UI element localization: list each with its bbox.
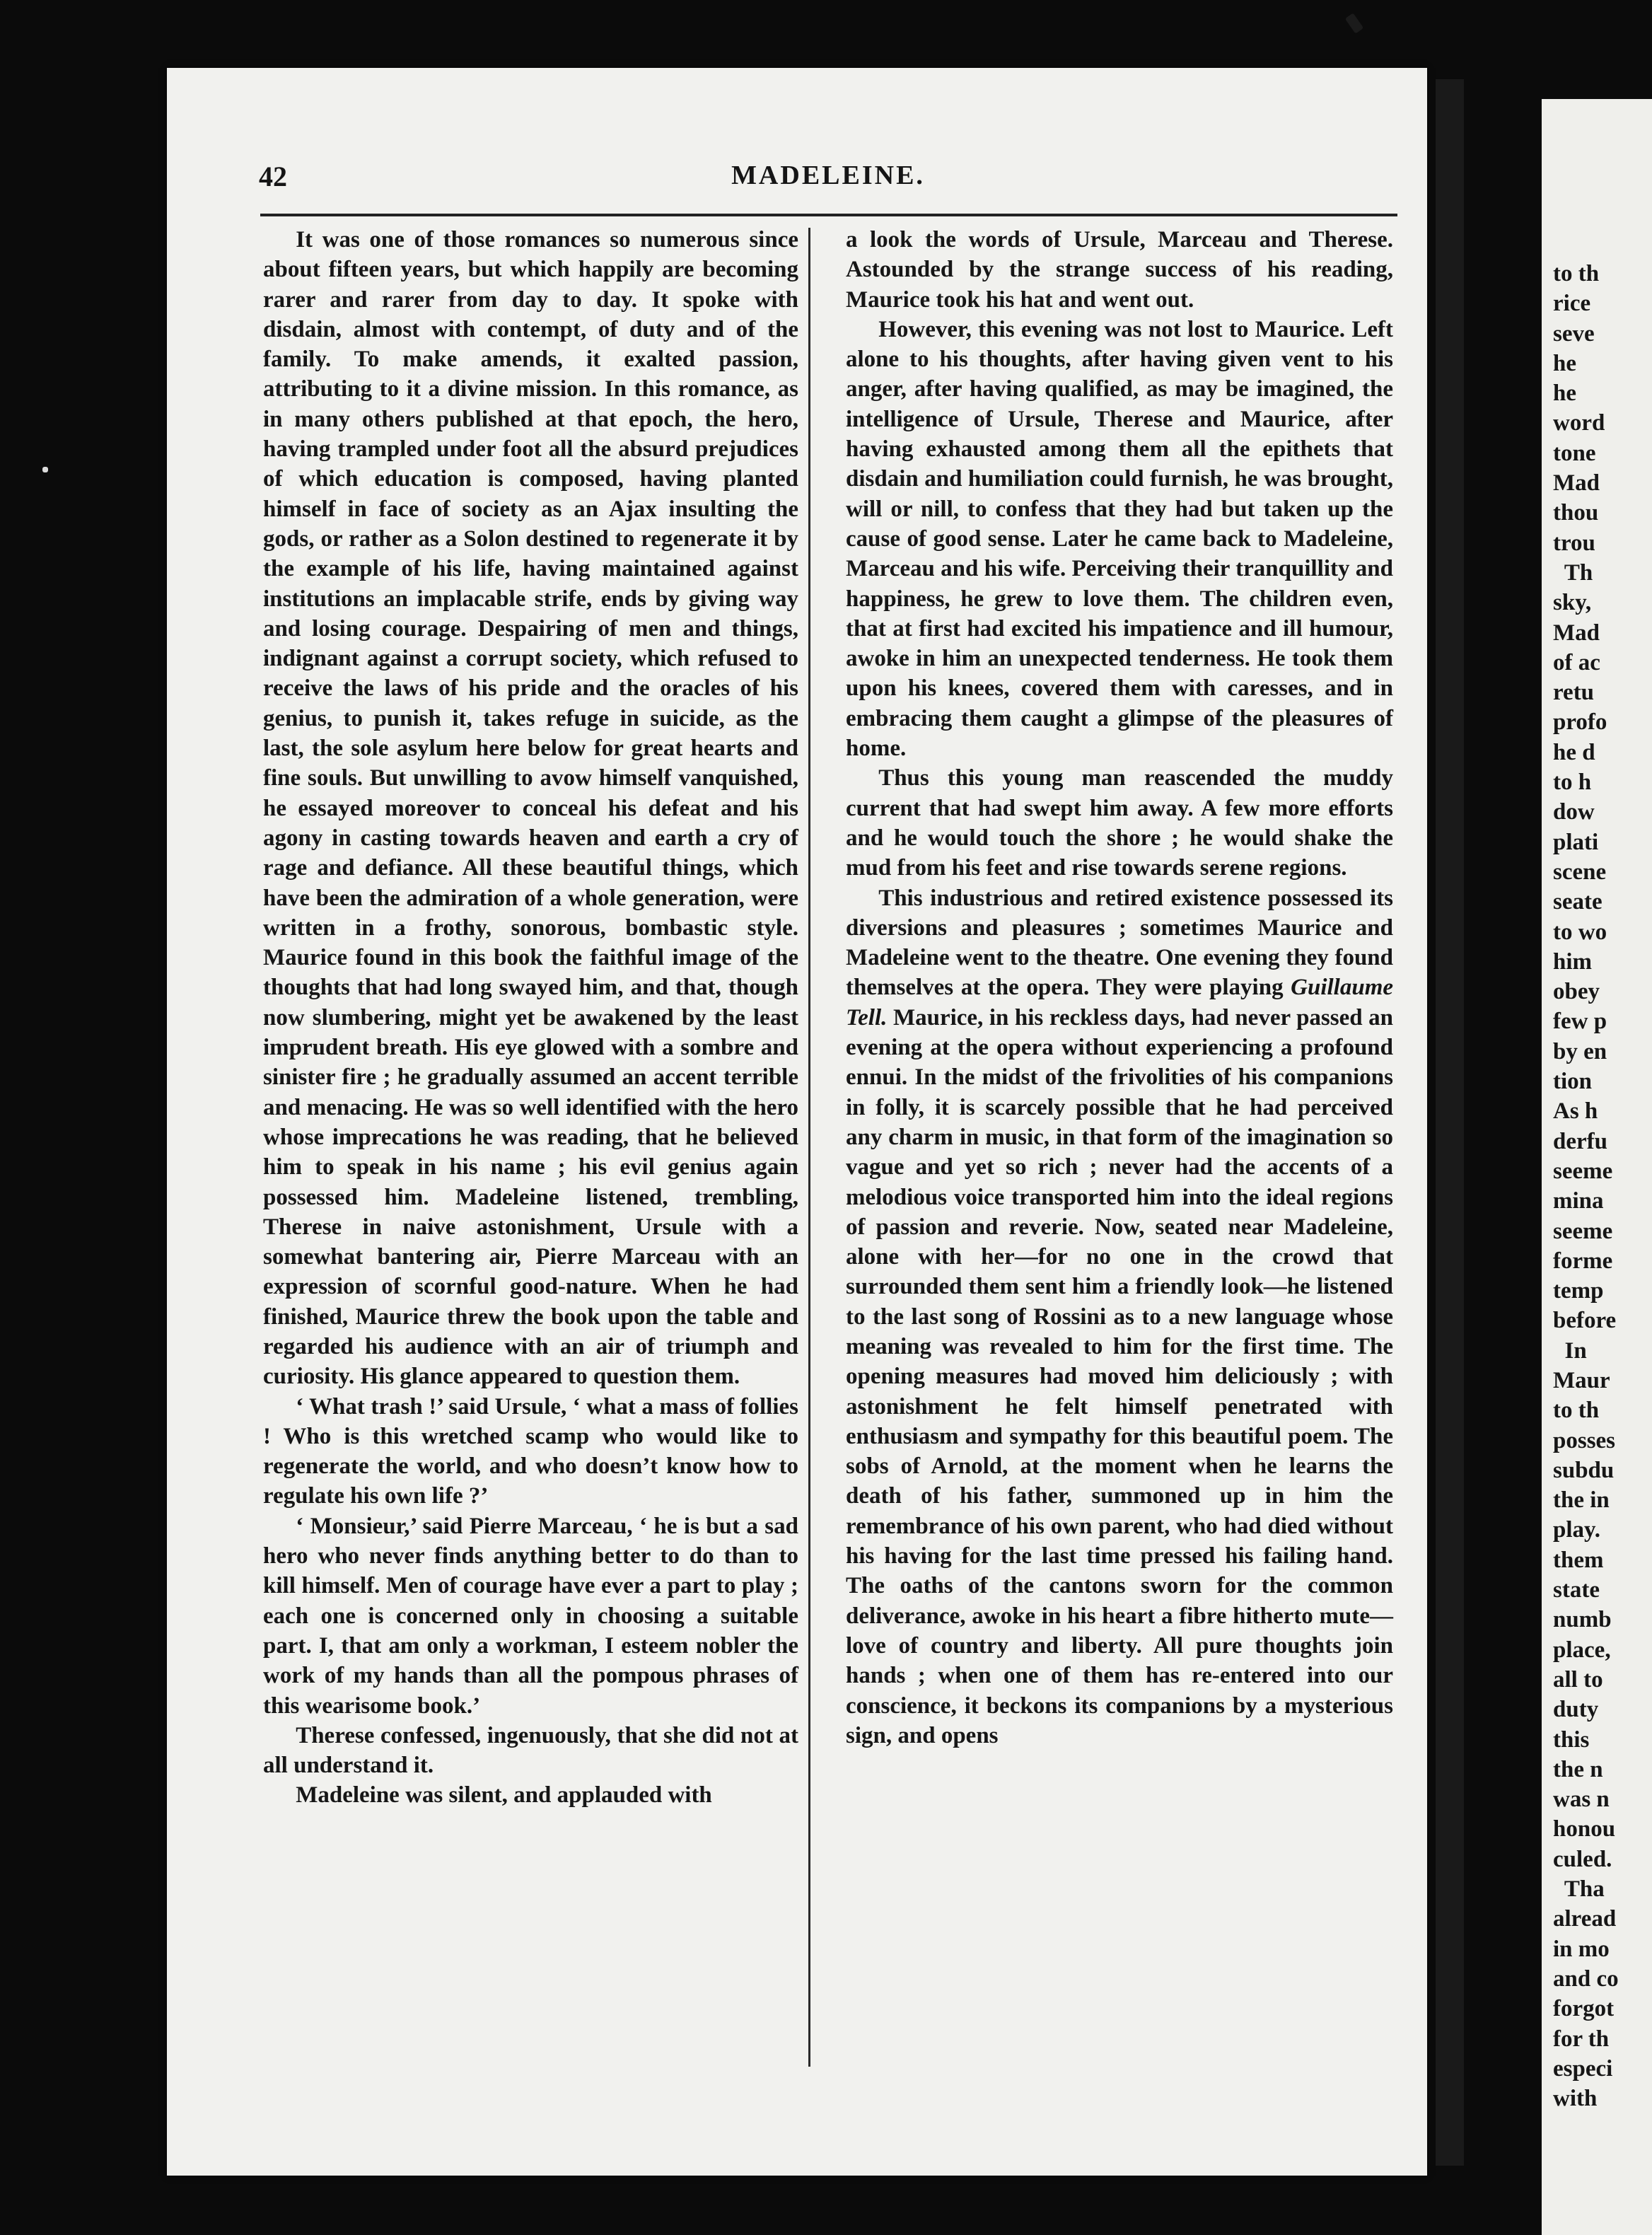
paragraph-text: Maurice, in his reckless days, had never passed an evening at the opera without experiencing a profound ennui. In the midst of the frivolities of his companions in folly, it is scarcely possible that he had perceived any charm in music, in that form of the imagination so vague and yet so rich ; never had the accents of a melodious voice transported him into the ideal regions of passion and reverie. Now, seated near Madeleine, alone with her—for no one in the crowd that surrounded them sent him a friendly look—he listened to the last song of Rossini as to a new language whose meaning was revealed to him for the first time. The opening measures had moved him deliciously ; with astonishment he felt himself penetrated with enthusiasm and sympathy for this beautiful poem. The sobs of Arnold, at the moment when he learns the death of his father, summoned up in him the remembrance of his own parent, who had died without his having for the last time pressed his failing hand. The oaths of the cantons sworn for the common deliverance, awoke in his heart a fibre hitherto mute—love of country and liberty. All pure thoughts join hands ; when one of them has re-entered into our conscience, it beckons its companions by a mysterious sign, and opens: [846, 1004, 1394, 1748]
paragraph: Madeleine was silent, and applauded with: [296, 1782, 712, 1809]
running-title: MADELEINE.: [731, 161, 925, 190]
opera-title: Guillaume Tell.: [846, 975, 1394, 1031]
adjacent-page: [1542, 99, 1652, 2235]
adjacent-page-text: to th rice seve he he word tone Mad thou trou Th sky, Mad of ac retu profo he d to h dow plati scene seate to wo him obey few p by en tion As h derfu seeme mina seeme forme temp before In Maur to th posses subdu the in play. them state numb place, all to duty this the n was n honou culed. Tha alread in mo and co forgot for th especi with: [1553, 261, 1619, 2112]
paragraph: ‘ What trash !’ said Ursule, ‘ what a mass of follies ! Who is this wretched scamp who would like to regenerate the world, and who doesn’t know how to regulate his own life ?’: [263, 1393, 798, 1509]
column-divider: [808, 228, 810, 2067]
page-number: 42: [259, 161, 287, 192]
ink-speck: [1345, 13, 1363, 33]
paragraph: ‘ Monsieur,’ said Pierre Marceau, ‘ he is but a sad hero who never finds anything better to do than to kill himself. Men of courage have ever a part to play ; each one is concerned only in choosing a suitable part. I, that am only a workman, I esteem nobler the work of my hands than all the pompous phrases of this wearisome book.’: [263, 1513, 798, 1719]
right-column: [846, 225, 1393, 1751]
paragraph: It was one of those romances so numerous since about fifteen years, but which happily are becoming rarer and rarer from day to day. It spoke with disdain, almost with contempt, of duty and of the family. To make amends, it exalted passion, attributing to it a divine mission. In this romance, as in many others published at that epoch, the hero, having trampled under foot all the absurd prejudices of which education is composed, having planted himself in face of society as an Ajax insulting the gods, or rather as a Solon destined to regenerate it by the example of his life, having maintained against institutions an implacable strife, ends by giving way and losing courage. Despairing of men and things, indignant against a corrupt society, which refused to receive the laws of his pride and the oracles of his genius, to punish it, takes refuge in suicide, as the last, the sole asylum here below for great hearts and fine souls. But unwilling to avow himself vanquished, he essayed moreover to conceal his defeat and his agony in casting towards heaven and earth a cry of rage and defiance. All these beautiful things, which have been the admiration of a whole generation, were written in a frothy, sonorous, bombastic style. Maurice found in this book the faithful image of the thoughts that had long swayed him, and that, though now slumbering, might yet be awakened by the least imprudent breath. His eye glowed with a sombre and sinister fire ; he gradually assumed an accent terrible and menacing. He was so well identified with the hero whose imprecations he was reading, that he believed him to speak in his name ; his evil genius again possessed him. Madeleine listened, trembling, Therese in naive astonishment, Ursule with a somewhat bantering air, Pierre Marceau with an expression of scornful good-nature. When he had finished, Maurice threw the book upon the table and regarded his audience with an air of triumph and curiosity. His glance appeared to question them.: [263, 227, 798, 1390]
header-rule: [260, 214, 1397, 216]
paragraph: [846, 883, 1393, 1751]
page-header: [259, 160, 1397, 202]
left-column: [263, 225, 798, 1811]
paragraph: Therese confessed, ingenuously, that she did not at all understand it.: [263, 1722, 798, 1779]
book-page: [167, 68, 1427, 2176]
paragraph-text: This industrious and retired existence possessed its diversions and pleasures ; sometimes Maurice and Madeleine went to the theatre. One evening they found themselves at the opera. They were playing: [846, 885, 1393, 1001]
paragraph: However, this evening was not lost to Maurice. Left alone to his thoughts, after having given vent to his anger, after having qualified, as may be imagined, the intelligence of Ursule, Therese and Maurice, after having exhausted among them all the epithets that disdain and humiliation could furnish, he was brought, will or nill, to confess that they had but taken up the cause of good sense. Later he came back to Madeleine, Marceau and his wife. Perceiving their tranquillity and happiness, he grew to love them. The children even, that at first had excited his impatience and ill humour, awoke in him an unexpected tenderness. He took them upon his knees, covered them with caresses, and in embracing them caught a glimpse of the pleasures of home.: [846, 316, 1393, 762]
paragraph: Thus this young man reascended the muddy current that had swept him away. A few more efforts and he would touch the shore ; he would shake the mud from his feet and rise towards serene regions.: [846, 765, 1393, 881]
ink-speck: [42, 467, 48, 472]
page-gutter: [1436, 79, 1464, 2166]
paragraph-continuation: a look the words of Ursule, Marceau and Therese. Astounded by the strange success of his reading, Maurice took his hat and went out.: [846, 227, 1393, 313]
